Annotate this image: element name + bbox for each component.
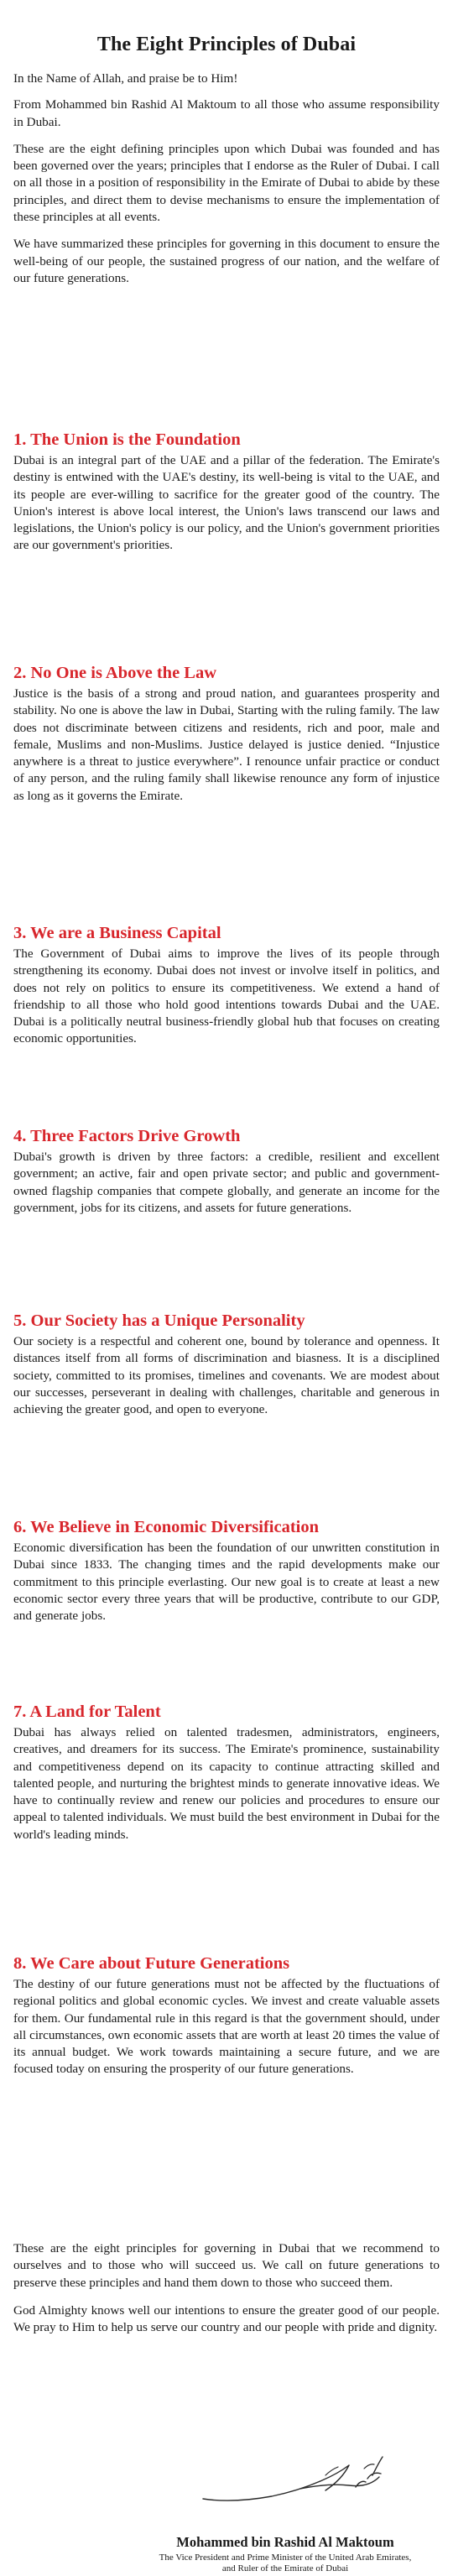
principle-5 bbox=[13, 1311, 440, 1418]
principle-body: Dubai is an integral part of the UAE and a pillar of the federation. The Emirate's destiny is entwined with the UAE's destiny, its well-being is vital to the UAE, and its people are ever-willing to sacrifice for the greater good of the country. The Union's interest is above local interest, the Union's laws transcend our laws and legislations, the Union's policy is our policy, and the Union's government priorities are our government's priorities. bbox=[13, 453, 440, 553]
principle-body: Dubai has always relied on talented tradesmen, administrators, engineers, creatives, and dreamers for its success. The Emirate's prominence, sustainability and competitiveness depend on its capacity to continue attracting skilled and talented people, and nurturing the brightest minds to generate innovative ideas. We have to continually review and renew our policies and procedures to ensure our appeal to talented individuals. We must build the best environment in Dubai for the world's leading minds. bbox=[13, 1725, 440, 1842]
closing-block bbox=[13, 2240, 440, 2347]
closing-paragraph: These are the eight principles for governing in Dubai that we recommend to ourselves and to those who will succeed us. We call on future generations to preserve these principles and hand them down to those who succeed them. bbox=[13, 2241, 440, 2290]
principle-6 bbox=[13, 1517, 440, 1624]
principle-body: Economic diversification has been the foundation of our unwritten constitution in Dubai since 1833. The changing times and the rapid developments make our commitment to this principle everlasting. Our new goal is to create at least a new economic sector every three years that will be productive, contribute to our GDP, and generate jobs. bbox=[13, 1541, 440, 1624]
principle-heading: 6. We Believe in Economic Diversification bbox=[13, 1518, 320, 1536]
principle-heading: 7. A Land for Talent bbox=[13, 1703, 161, 1721]
principle-body: The Government of Dubai aims to improve the lives of its people through strengthening its economy. Dubai does not invest or involve itself in politics, and does not rely on politics to ensure its competitiveness. We extend a hand of friendship to all those who hold good intentions towards Dubai and the UAE. Dubai is a politically neutral business-friendly global hub that focuses on creating economic opportunities. bbox=[13, 946, 440, 1046]
principle-1 bbox=[13, 430, 440, 555]
closing-paragraph: God Almighty knows well our intentions to ensure the greater good of our people. We pray to Him to help us serve our country and our people with pride and dignity. bbox=[13, 2302, 440, 2335]
principle-heading: 1. The Union is the Foundation bbox=[13, 430, 241, 449]
principle-3 bbox=[13, 923, 440, 1048]
principle-body: Justice is the basis of a strong and proud nation, and guarantees prosperity and stability. No one is above the law in Dubai, Starting with the ruling family. The law does not discriminate between citizens and residents, rich and poor, male and female, Muslims and non-Muslims. Justice delayed is justice denied. “Injustice anywhere is a threat to justice everywhere”. I renounce unfair practice or conduct of any person, and the ruling family shall likewise renounce any form of injustice as long as it governs the Emirate. bbox=[13, 686, 440, 803]
signature-block bbox=[0, 2450, 453, 2576]
principle-heading: 8. We Care about Future Generations bbox=[13, 1954, 290, 1973]
principle-body: Our society is a respectful and coherent one, bound by tolerance and openness. It distances itself from all forms of discrimination and biasness. It is a disciplined society, committed to its promises, timelines and covenants. We are modest about our successes, perseverant in dealing with challenges, charitable and generous in achieving the greater good, and open to everyone. bbox=[13, 1334, 440, 1417]
principle-body: The destiny of our future generations must not be affected by the fluctuations of regional politics and global economic cycles. We invest and create valuable assets for them. Our fundamental rule in this regard is that the government should, under all circumstances, own economic assets that are worth at least 20 times the value of its annual budget. We work towards maintaining a secure future, and we are focused today on ensuring the prosperity of our future generations. bbox=[13, 1977, 440, 2077]
signatory-title: and Ruler of the Emirate of Dubai bbox=[221, 2563, 349, 2573]
principle-heading: 2. No One is Above the Law bbox=[13, 664, 217, 682]
principle-heading: 4. Three Factors Drive Growth bbox=[13, 1127, 241, 1145]
principle-body: Dubai's growth is driven by three factors: a credible, resilient and excellent government; an active, fair and open private sector; and public and government-owned flagship companies that compete globally, and generate an income for the government, jobs for its citizens, and assets for future generations. bbox=[13, 1150, 440, 1215]
principle-8 bbox=[13, 1953, 440, 2078]
intro-paragraph: We have summarized these principles for governing in this document to ensure the well-being of our people, the sustained progress of our nation, and the welfare of our future generations. bbox=[13, 237, 440, 285]
principle-heading: 5. Our Society has a Unique Personality bbox=[13, 1311, 305, 1330]
handwritten-signature bbox=[200, 2450, 393, 2522]
principle-heading: 3. We are a Business Capital bbox=[13, 924, 221, 942]
signatory-title: The Vice President and Prime Minister of the United Arab Emirates, bbox=[159, 2553, 412, 2563]
principle-4 bbox=[13, 1126, 440, 1217]
intro-paragraph: These are the eight defining principles upon which Dubai was founded and has been governed over the years; principles that I endorse as the Ruler of Dubai. I call on all those in a position of responsibility in the Emirate of Dubai to abide by these principles, and direct them to devise mechanisms to ensure the implementation of these principles at all events. bbox=[13, 141, 440, 225]
principle-7 bbox=[13, 1702, 440, 1843]
intro-paragraph: In the Name of Allah, and praise be to Him! bbox=[13, 71, 238, 86]
document-title: The Eight Principles of Dubai bbox=[96, 34, 357, 55]
principle-2 bbox=[13, 663, 440, 805]
intro-paragraph: From Mohammed bin Rashid Al Maktoum to all those who assume responsibility in Dubai. bbox=[13, 97, 440, 129]
signatory-name: Mohammed bin Rashid Al Maktoum bbox=[176, 2534, 394, 2550]
intro-block bbox=[13, 70, 440, 297]
